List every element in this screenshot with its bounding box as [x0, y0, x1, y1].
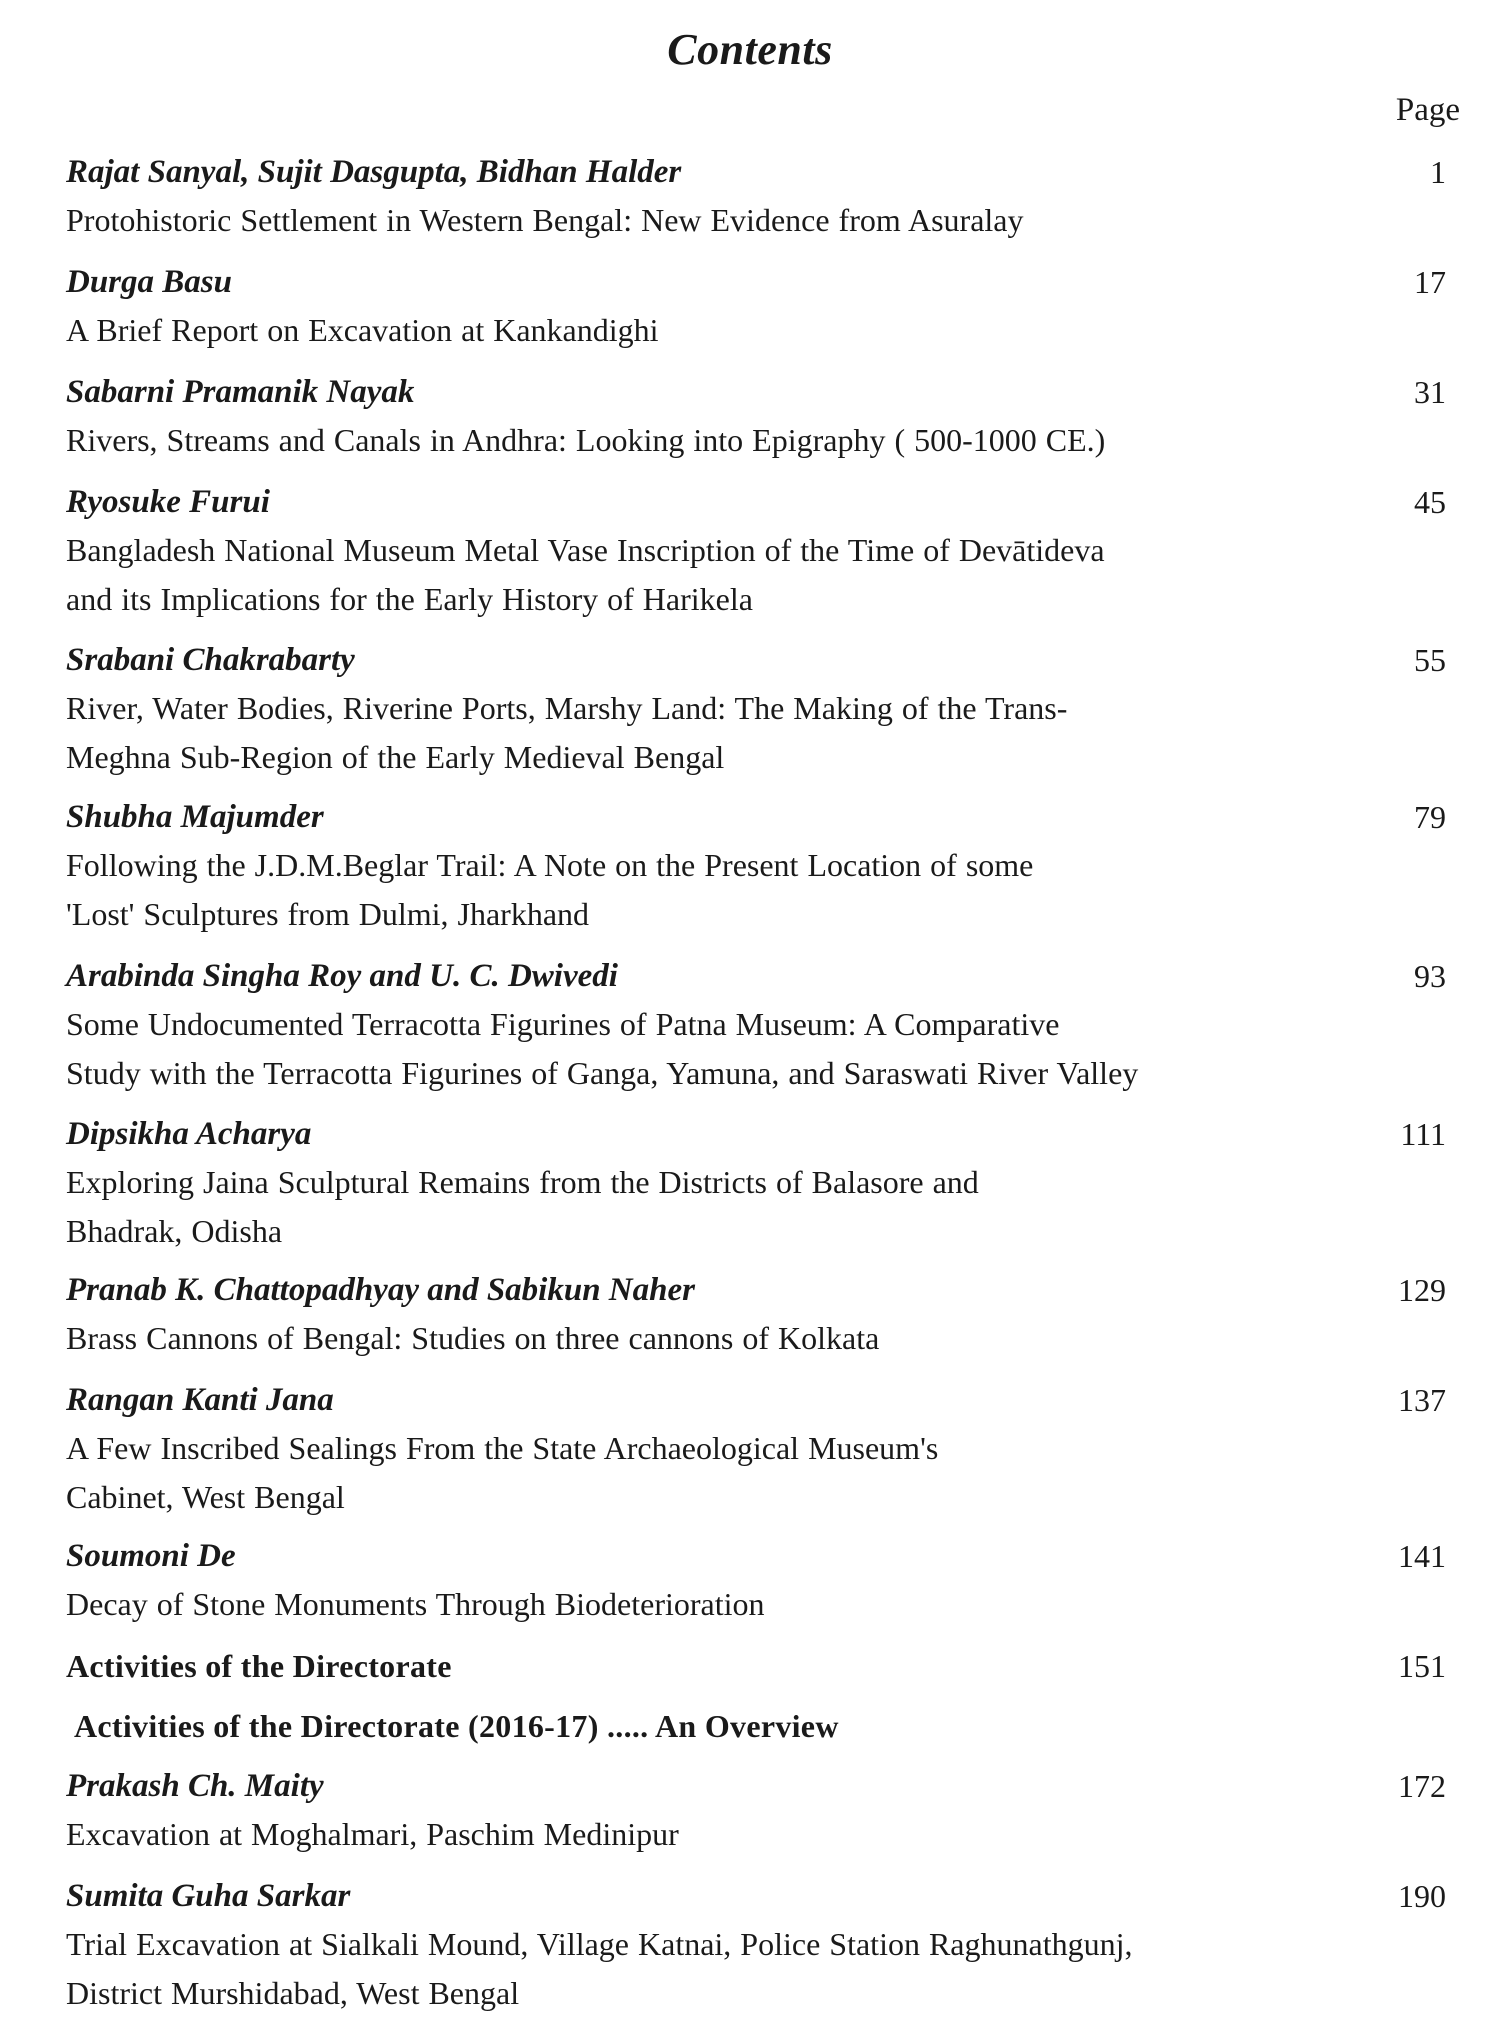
entry-author: Sumita Guha Sarkar: [66, 1878, 351, 1914]
section-heading[interactable]: Activities of the Directorate: [66, 1648, 452, 1684]
toc-entry[interactable]: [66, 368, 1446, 465]
entry-title-line: and its Implications for the Early History of Harikela: [66, 581, 753, 617]
entry-title: [66, 684, 1296, 782]
entry-page-number: 31: [1414, 374, 1446, 410]
toc-entry[interactable]: [66, 636, 1446, 782]
section-page-number: 151: [1398, 1648, 1446, 1684]
section-subheading: Activities of the Directorate (2016-17) ..... An Overview: [74, 1708, 839, 1744]
entry-title-line: Rivers, Streams and Canals in Andhra: Looking into Epigraphy ( 500-1000 CE.): [66, 422, 1106, 458]
entry-title: [66, 1580, 1296, 1629]
entry-page-number: 79: [1414, 799, 1446, 835]
entry-author: Shubha Majumder: [66, 799, 324, 835]
toc-entry[interactable]: [66, 1376, 1446, 1522]
entry-title-line: A Brief Report on Excavation at Kankandighi: [66, 312, 659, 348]
entry-title-line: Bhadrak, Odisha: [66, 1213, 283, 1249]
entry-title-line: Meghna Sub-Region of the Early Medieval Bengal: [66, 739, 725, 775]
entry-page-number: 129: [1398, 1272, 1446, 1308]
entry-title: [66, 1314, 1296, 1363]
entry-title-line: District Murshidabad, West Bengal: [66, 1975, 520, 2011]
entry-title-line: Decay of Stone Monuments Through Biodeterioration: [66, 1586, 765, 1622]
entry-author: Soumoni De: [66, 1538, 236, 1574]
entry-title: [66, 1158, 1296, 1256]
entry-title: [66, 841, 1296, 939]
toc-entry[interactable]: [66, 1872, 1446, 2018]
entry-title-line: Brass Cannons of Bengal: Studies on three cannons of Kolkata: [66, 1320, 880, 1356]
entry-title-line: River, Water Bodies, Riverine Ports, Marshy Land: The Making of the Trans-: [66, 690, 1068, 726]
entry-author: Dipsikha Acharya: [66, 1116, 312, 1152]
entry-page-number: 45: [1414, 484, 1446, 520]
entry-title-line: 'Lost' Sculptures from Dulmi, Jharkhand: [66, 896, 590, 932]
entry-title: [66, 306, 1296, 355]
entry-title-line: A Few Inscribed Sealings From the State Archaeological Museum's: [66, 1430, 939, 1466]
entry-title-line: Cabinet, West Bengal: [66, 1479, 345, 1515]
entry-title-line: Bangladesh National Museum Metal Vase Inscription of the Time of Devātideva: [66, 532, 1105, 568]
entry-title: [66, 1810, 1296, 1859]
entry-author: Durga Basu: [66, 264, 232, 300]
entry-author: Prakash Ch. Maity: [66, 1768, 324, 1804]
entry-page-number: 172: [1398, 1768, 1446, 1804]
entry-title: [66, 1920, 1296, 2018]
entry-page-number: 190: [1398, 1878, 1446, 1914]
entry-title-line: Following the J.D.M.Beglar Trail: A Note on the Present Location of some: [66, 847, 1034, 883]
entry-author: Arabinda Singha Roy and U. C. Dwivedi: [66, 958, 618, 994]
toc-entry[interactable]: [66, 793, 1446, 939]
entry-page-number: 1: [1430, 154, 1446, 190]
toc-entry[interactable]: [66, 1110, 1446, 1256]
entry-page-number: 111: [1400, 1116, 1446, 1152]
entry-author: Rajat Sanyal, Sujit Dasgupta, Bidhan Halder: [66, 154, 682, 190]
page-column-label: Page: [1395, 92, 1460, 128]
entry-title: [66, 416, 1296, 465]
entry-author: Rangan Kanti Jana: [66, 1382, 334, 1418]
entry-title-line: Exploring Jaina Sculptural Remains from the Districts of Balasore and: [66, 1164, 979, 1200]
entry-page-number: 137: [1398, 1382, 1446, 1418]
entry-page-number: 17: [1414, 264, 1446, 300]
toc-entry[interactable]: [66, 1266, 1446, 1363]
entry-title-line: Study with the Terracotta Figurines of Ganga, Yamuna, and Saraswati River Valley: [66, 1055, 1139, 1091]
entry-title-line: Some Undocumented Terracotta Figurines of Patna Museum: A Comparative: [66, 1006, 1060, 1042]
entry-author: Pranab K. Chattopadhyay and Sabikun Naher: [66, 1272, 695, 1308]
toc-entry[interactable]: [66, 952, 1446, 1098]
entry-page-number: 93: [1414, 958, 1446, 994]
entry-title-line: Excavation at Moghalmari, Paschim Medinipur: [66, 1816, 679, 1852]
entry-page-number: 55: [1414, 642, 1446, 678]
toc-entry[interactable]: [66, 1762, 1446, 1859]
entry-title: [66, 526, 1296, 624]
entry-title: [66, 1424, 1296, 1522]
page-title: Contents: [667, 25, 833, 74]
entry-author: Ryosuke Furui: [66, 484, 270, 520]
toc-entry[interactable]: [66, 478, 1446, 624]
entry-title: [66, 196, 1296, 245]
entry-author: Srabani Chakrabarty: [66, 642, 355, 678]
toc-entry[interactable]: [66, 1532, 1446, 1629]
entry-author: Sabarni Pramanik Nayak: [66, 374, 415, 410]
toc-entry[interactable]: [66, 148, 1446, 245]
toc-entry[interactable]: [66, 258, 1446, 355]
entry-title-line: Trial Excavation at Sialkali Mound, Village Katnai, Police Station Raghunathgunj,: [66, 1926, 1133, 1962]
entry-title-line: Protohistoric Settlement in Western Bengal: New Evidence from Asuralay: [66, 202, 1024, 238]
entry-title: [66, 1000, 1296, 1098]
entry-page-number: 141: [1398, 1538, 1446, 1574]
